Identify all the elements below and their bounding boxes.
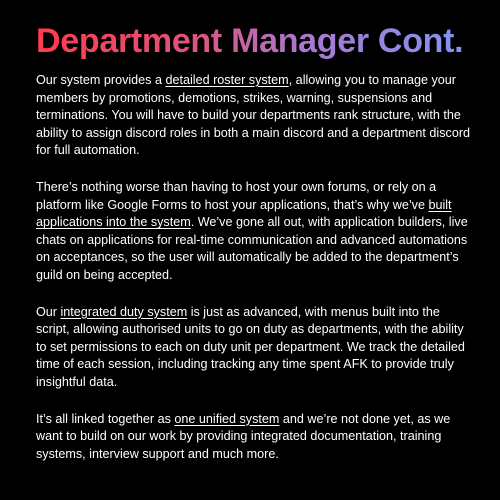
applications-link[interactable]: built applications into the system <box>36 197 452 230</box>
paragraph-text: and we’re not done yet, as we want to build on our work by providing integrated documentation, training systems, interview support and much more. <box>36 411 451 461</box>
paragraph-text: It’s all linked together as <box>36 411 175 426</box>
unified-system-link[interactable]: one unified system <box>174 411 280 426</box>
paragraph-text: Our <box>36 304 61 319</box>
paragraph-unified <box>36 411 472 464</box>
paragraph-text: Our system provides a <box>36 73 166 87</box>
paragraph-text: . We’ve gone all out, with application builders, live chats on applications for real-time communication and advanced automations on acceptances, so the user will automatically be added to the department’s guild on being accepted. <box>36 215 468 282</box>
paragraph-text: There’s nothing worse than having to host your own forums, or rely on a platform like Google Forms to host your applications, that’s why we’ve <box>36 179 437 212</box>
roster-system-link[interactable]: detailed roster system <box>165 73 289 87</box>
paragraph-roster <box>36 72 472 160</box>
paragraph-text: is just as advanced, with menus built into the script, allowing authorised units to go on duty as departments, with the ability to set permissions to each on duty unit per department. We track the detailed time of each session, including tracking any time spent AFK to provide truly insightful data. <box>36 304 465 389</box>
paragraph-applications <box>36 179 472 285</box>
paragraph-duty <box>36 304 472 392</box>
page-title: Department Manager Cont. <box>36 20 472 62</box>
paragraph-text: , allowing you to manage your members by promotions, demotions, strikes, warning, suspensions and terminations. You will have to build your departments rank structure, with the ability to assign discord roles in both a main discord and a department discord for full automation. <box>36 73 471 158</box>
duty-system-link[interactable]: integrated duty system <box>60 304 188 319</box>
